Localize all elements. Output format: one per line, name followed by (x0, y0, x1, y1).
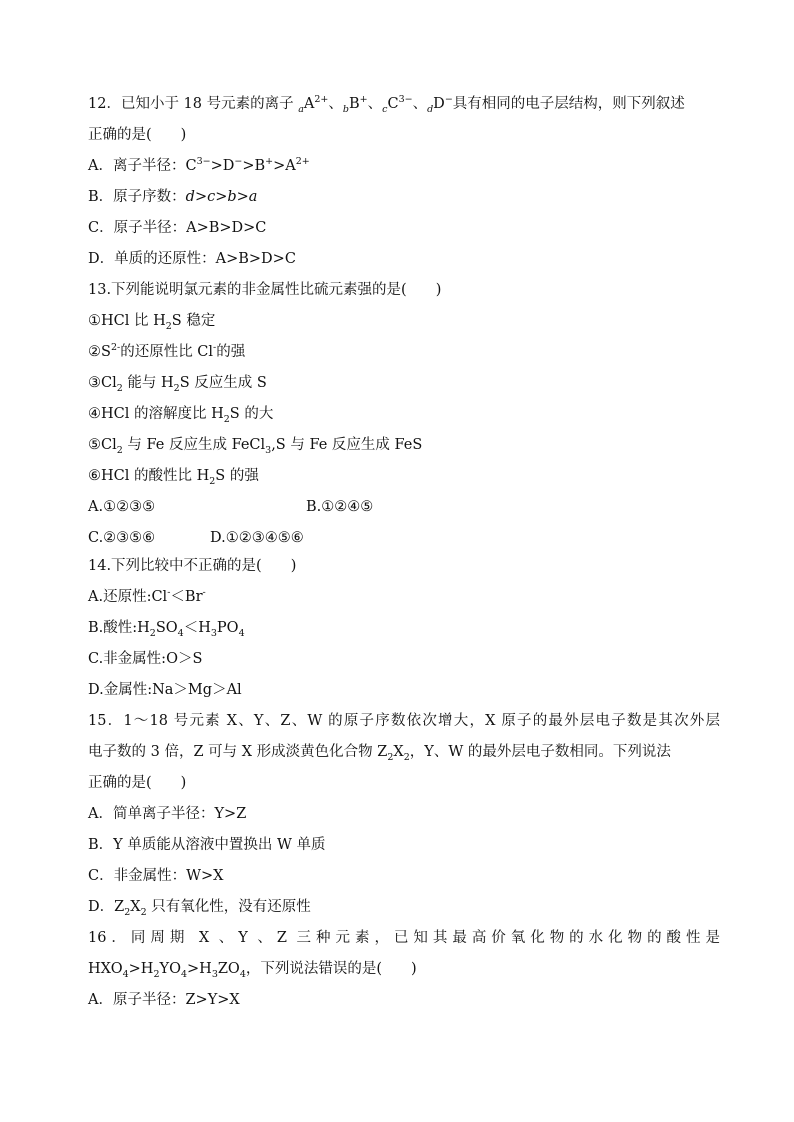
q12-stem-line-1: 12．已知小于 18 号元素的离子 $_aA^{2+}$、$_b$B+、$_cC^{3-}$、$_d$D−具有相同的电子层结构，则下列叙述 (88, 94, 685, 115)
q12-option-c: C．原子半径：A>B>D>C (88, 220, 267, 236)
q15-option-b: B．Y 单质能从溶液中置换出 W 单质 (88, 837, 326, 853)
q13-statement-3: $③Cl_2$ 能与 $H_2S$ 反应生成 S (88, 375, 267, 394)
q14-option-d: D.金属性:Na＞Mg＞Al (88, 682, 242, 698)
q13-statement-4: ④HCl 的溶解度比 $H_2S$ 的大 (88, 406, 274, 425)
q15-option-a: A．简单离子半径：Y>Z (88, 806, 247, 822)
q13-option-a: A.①②③⑤ (88, 499, 156, 515)
q15-stem-line-2: 电子数的 3 倍，Z 可与 X 形成淡黄色化合物 $Z_2X_2$，Y、W 的最外层电子数相同。下列说法 (88, 744, 671, 763)
q12-stem-line-2: 正确的是( ) (88, 127, 187, 143)
q12-option-a: A．离子半径：$C^{3-}>D^->B^+>A^{2+}$ (88, 156, 310, 174)
q15-stem-line-1: 15．1～18 号元素 X、Y、Z、W 的原子序数依次增大，X 原子的最外层电子数是其次外层 (88, 713, 720, 729)
q13-option-d: D.①②③④⑤⑥ (210, 530, 304, 546)
q14-option-b: B.酸性$:H_2SO_4<H_3PO_4$ (88, 620, 245, 639)
q13-options-row-1 (88, 496, 718, 518)
q13-option-b: B.①②④⑤ (306, 499, 374, 515)
q13-statement-6: ⑥HCl 的酸性比 $H_2S$ 的强 (88, 468, 259, 487)
q14-stem: 14.下列比较中不正确的是( ) (88, 558, 297, 574)
q16-stem-line-1: 16．同周期 X 、Y 、Z 三种元素，已知其最高价氧化物的水化物的酸性是 (88, 930, 720, 946)
q13-stem: 13.下列能说明氯元素的非金属性比硫元素强的是( ) (88, 282, 442, 298)
q14-option-c: C.非金属性:O＞S (88, 651, 203, 667)
q13-statement-5: $⑤Cl_2$ 与 Fe 反应生成 FeCl$_3$,S 与 Fe 反应生成 FeS (88, 437, 423, 456)
q13-statement-2: $②S^{2-}$的还原性比 Cl-的强 (88, 342, 246, 360)
q16-option-a: A．原子半径：Z>Y>X (88, 992, 240, 1008)
q13-option-c: C.②③⑤⑥ (88, 530, 156, 546)
q12-option-b: B．原子序数：d>c>b>a (88, 189, 258, 205)
q12-option-d: D．单质的还原性：A>B>D>C (88, 251, 296, 267)
q13-statement-1: ①HCl 比 $H_2S$ 稳定 (88, 313, 216, 332)
q15-option-d: D．$Z_2X_2$ 只有氧化性，没有还原性 (88, 899, 311, 918)
q16-stem-line-2: $HXO_4>H_2YO_4>H_3ZO_4$，下列说法错误的是( ) (88, 961, 417, 980)
q13-options-row-2 (88, 527, 718, 549)
q15-stem-line-3: 正确的是( ) (88, 775, 187, 791)
q14-option-a: A.还原性:Cl-＜Br- (88, 587, 206, 605)
q15-option-c: C．非金属性：W>X (88, 868, 224, 884)
